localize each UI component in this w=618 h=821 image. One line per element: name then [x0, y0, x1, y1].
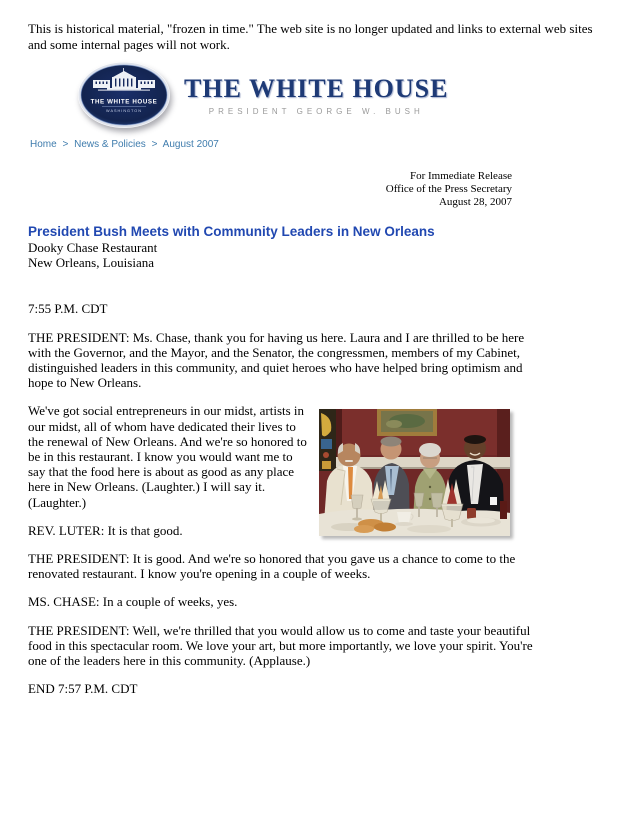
breadcrumb-link-news-policies[interactable]: News & Policies	[74, 139, 146, 150]
site-brand	[184, 74, 449, 116]
transcript-paragraph-6: THE PRESIDENT: Well, we're thrilled that you would allow us to come and taste your beautiful food in this spectacular room. We love your art, but more importantly, we love your spirit. You're one of the leaders here in this community. (Applause.)	[28, 622, 533, 669]
seal-subtitle: WASHINGTON	[106, 109, 142, 113]
transcript-end-time: END 7:57 P.M. CDT	[28, 681, 138, 697]
breadcrumb-separator: >	[62, 139, 69, 150]
release-info	[28, 170, 533, 209]
article-location: New Orleans, Louisiana	[28, 255, 154, 271]
site-subtitle: PRESIDENT GEORGE W. BUSH	[208, 107, 424, 116]
breadcrumb-link-home[interactable]: Home	[30, 139, 57, 150]
dinner-photo-graphic	[319, 409, 510, 536]
breadcrumb	[30, 139, 618, 150]
photo-poster	[319, 409, 336, 471]
transcript-paragraph-5: MS. CHASE: In a couple of weeks, yes.	[28, 594, 238, 610]
breadcrumb-separator: >	[151, 139, 158, 150]
whitehouse-masthead[interactable]	[78, 62, 618, 128]
article	[28, 170, 533, 696]
release-type: For Immediate Release	[409, 170, 512, 182]
article-venue: Dooky Chase Restaurant	[28, 240, 158, 255]
site-wordmark: THE WHITE HOUSE	[184, 74, 449, 103]
transcript-paragraph-1: THE PRESIDENT: Ms. Chase, thank you for having us here. Laura and I are thrilled to be here with the Governor, and the Mayor, and the Senator, the congressmen, members of my Cabinet, distinguished leaders in this community, and quiet heroes who have helped bring optimism and hope to New Orleans.	[28, 329, 525, 391]
release-date: August 28, 2007	[438, 196, 512, 208]
transcript-paragraph-2: We've got social entrepreneurs in our midst, artists in our midst, all of whom have dedicated their lives to the renewal of New Orleans. And we're so honored to be in this restaurant. I know you would want me to say that the food here is about as good as any place here in New Orleans. (Laughter.) I will say it. (Laughter.)	[28, 403, 307, 510]
page-title: President Bush Meets with Community Leaders in New Orleans	[28, 224, 435, 239]
seal-title: THE WHITE HOUSE	[90, 98, 158, 106]
transcript-paragraph-3: REV. LUTER: It is that good.	[28, 522, 183, 538]
breadcrumb-link-august-2007[interactable]: August 2007	[162, 139, 219, 150]
photo-painting	[377, 409, 437, 436]
release-office: Office of the Press Secretary	[385, 183, 512, 195]
frozen-in-time-notice: This is historical material, "frozen in time." The web site is no longer updated and links to external web sites and some internal pages will not work.	[28, 21, 593, 52]
transcript-start-time: 7:55 P.M. CDT	[28, 301, 108, 317]
photo-bush-community-leaders[interactable]	[319, 409, 510, 536]
page	[0, 21, 618, 696]
transcript-paragraph-4: THE PRESIDENT: It is good. And we're so honored that you gave us a chance to come to the renovated restaurant. I know you're opening in a couple of weeks.	[28, 551, 516, 582]
whitehouse-seal-icon	[78, 62, 170, 128]
